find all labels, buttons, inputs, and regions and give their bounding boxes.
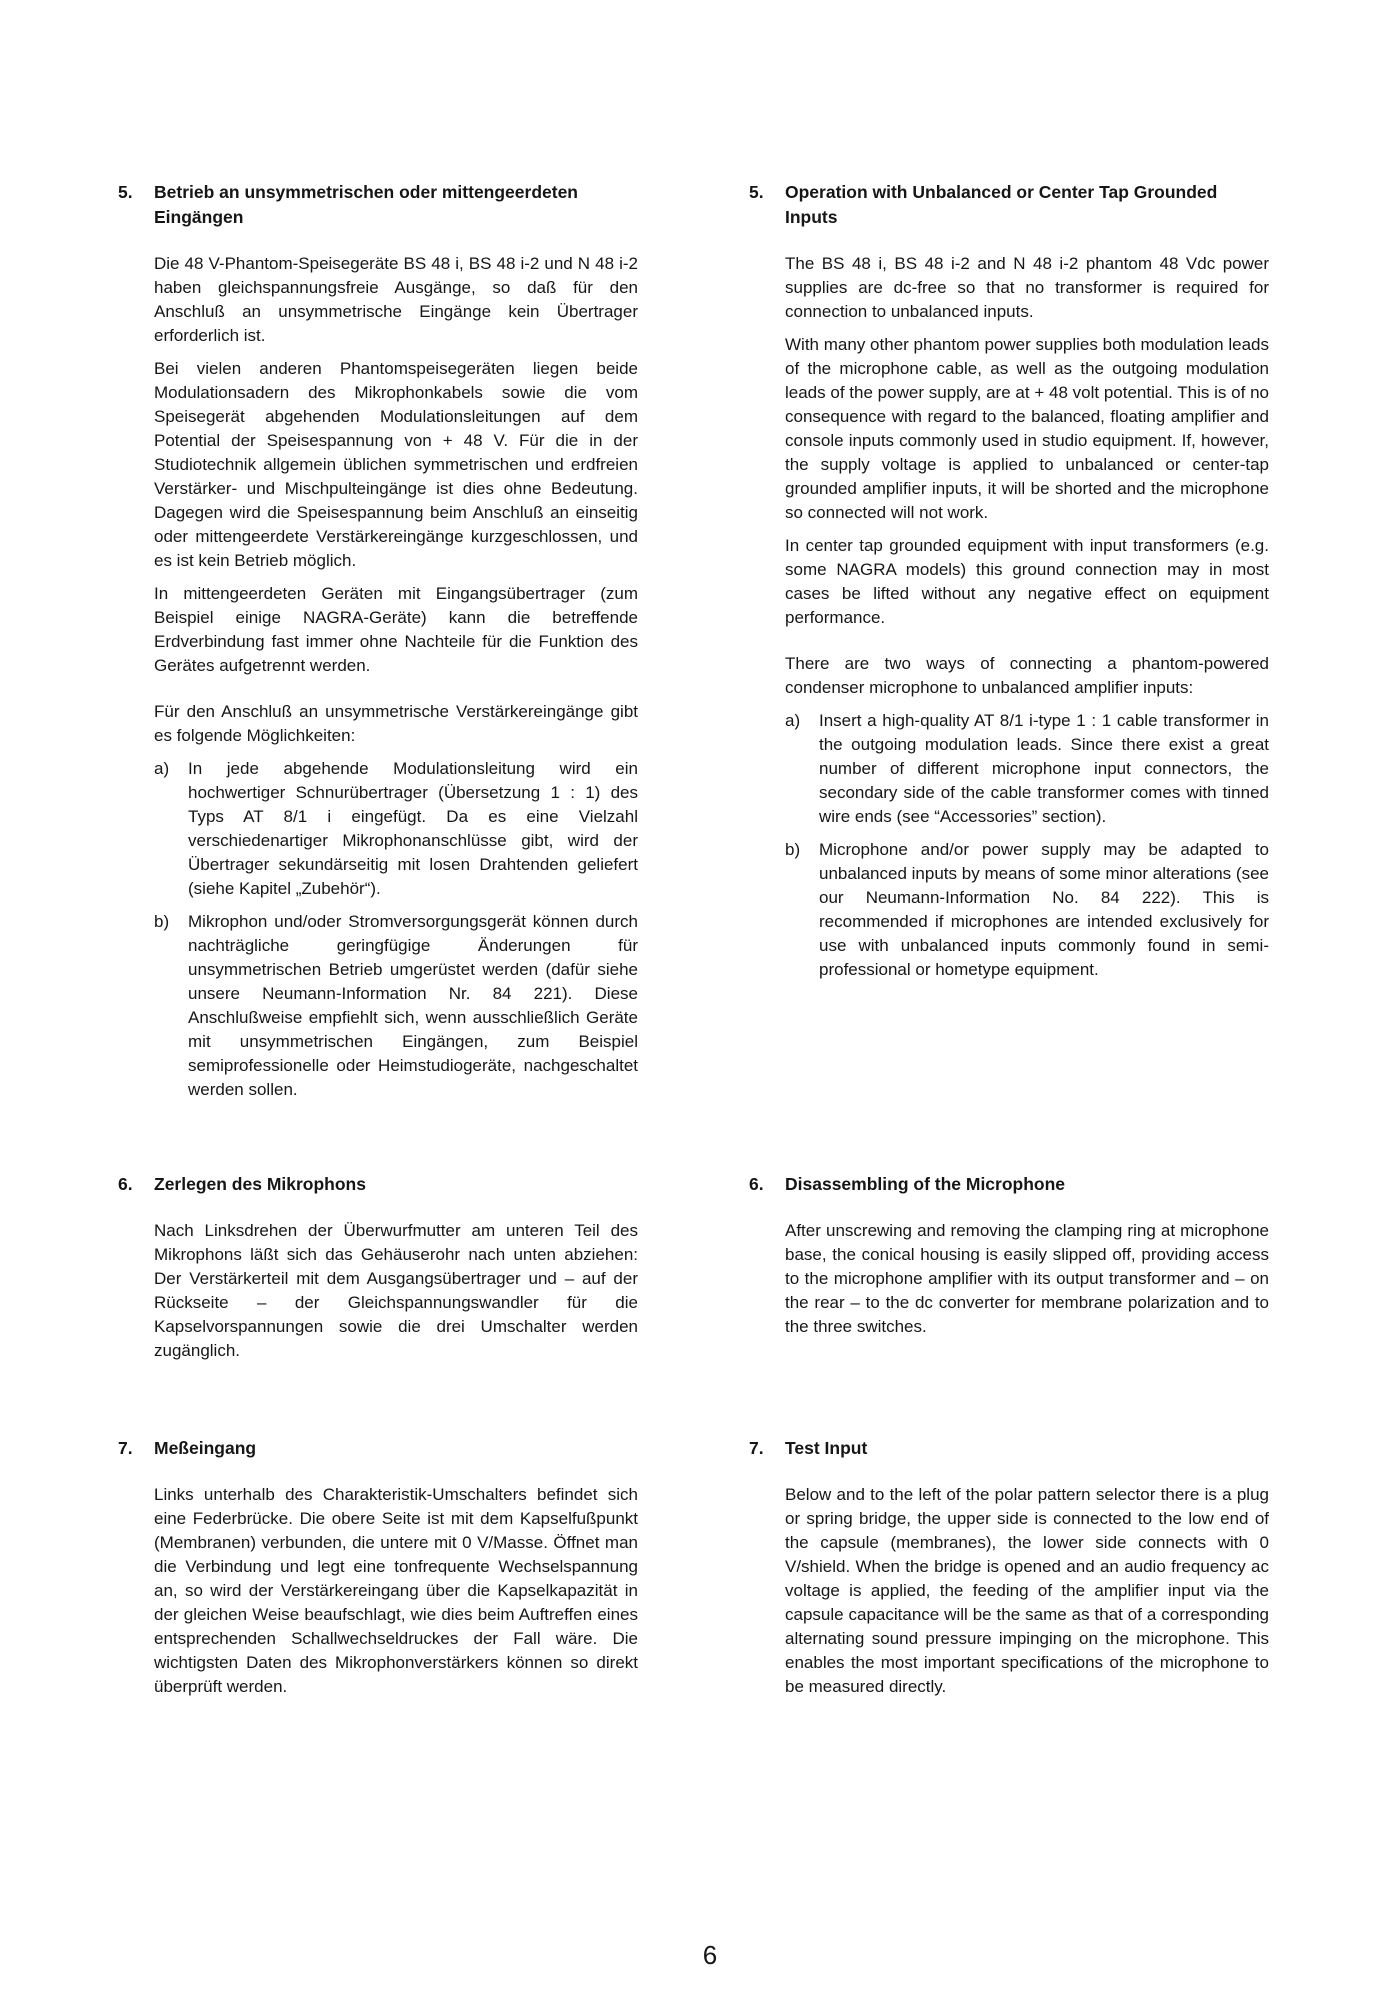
paragraph: Bei vielen anderen Phantomspeisegeräten liegen beide Modulationsadern des Mikrophonkabels sowie die vom Speisegerät abgehenden Modulationsleitungen auf dem Potential der Speisespannung von + 48 V. Für die in der Studiotechnik allgemein üblichen symmetrischen und erdfreien Verstärker- und Mischpulteingänge ist dies ohne Bedeutung. Dagegen wird die Speisespannung beim Anschluß an einseitig oder mittengeerdete Verstärkereingänge kurzgeschlossen, und es ist kein Betrieb möglich.	[154, 359, 638, 570]
section-title: Betrieb an unsymmetrischen oder mittengeerdeten Eingängen	[154, 182, 578, 227]
paragraph: In center tap grounded equipment with input transformers (e.g. some NAGRA models) this ground connection may in most cases be lifted without any negative effect on equipment performance.	[785, 536, 1269, 627]
list-text: In jede abgehende Modulationsleitung wird ein hochwertiger Schnurübertrager (Übersetzung 1 : 1) des Typs AT 8/1 i eingefügt. Da es eine Vielzahl verschiedenartiger Mikrophonanschlüsse gibt, wird der Übertrager sekundärseitig mit losen Drahtenden geliefert (siehe Kapitel „Zubehör“).	[188, 759, 638, 898]
list-text: Insert a high-quality AT 8/1 i-type 1 : 1 cable transformer in the outgoing modulation leads. Since there exist a great number of different microphone input connectors, the secondary side of the cable transformer comes with tinned wire ends (see “Accessories” section).	[819, 711, 1269, 826]
section-body	[785, 252, 1269, 982]
section-number: 6.	[749, 1174, 764, 1194]
list-text: Mikrophon und/oder Stromversorgungsgerät können durch nachträgliche geringfügige Änderungen für unsymmetrischen Betrieb umgerüstet werden (dafür siehe unsere Neumann-Information Nr. 84 221). Diese Anschlußweise empfiehlt sich, wenn ausschließlich Geräte mit unsymmetrischen Eingängen, zum Beispiel semiprofessionelle oder Heimstudiogeräte, nachgeschaltet werden sollen.	[188, 912, 638, 1099]
section-heading	[118, 1436, 638, 1461]
paragraph: After unscrewing and removing the clamping ring at microphone base, the conical housing is easily slipped off, providing access to the microphone amplifier with its output transformer and – on the rear – to the dc converter for membrane polarization and to the three switches.	[785, 1221, 1269, 1336]
section-7-de	[118, 1436, 638, 1708]
paragraph: The BS 48 i, BS 48 i-2 and N 48 i-2 phantom 48 Vdc power supplies are dc-free so that no transformer is required for connection to unbalanced inputs.	[785, 254, 1269, 321]
paragraph: There are two ways of connecting a phantom-powered condenser microphone to unbalanced amplifier inputs:	[785, 654, 1269, 697]
section-heading	[749, 180, 1269, 230]
list-marker: b)	[785, 840, 801, 859]
paragraph: With many other phantom power supplies both modulation leads of the microphone cable, as well as the outgoing modulation leads of the power supply, are at + 48 volt potential. This is of no consequence with regard to the balanced, floating amplifier and console inputs commonly used in studio equipment. If, however, the supply voltage is applied to unbalanced or center-tap grounded amplifier inputs, it will be shorted and the microphone so connected will not work.	[785, 335, 1269, 522]
section-number: 7.	[118, 1438, 133, 1458]
paragraph: Below and to the left of the polar pattern selector there is a plug or spring bridge, the upper side is connected to the low end of the capsule (membranes), the lower side connects with 0 V/shield. When the bridge is opened and an audio frequency ac voltage is applied, the feeding of the amplifier input via the capsule capacitance will be the same as that of a corresponding alternating sound pressure impinging on the microphone. This enables the most important specifications of the microphone to be measured directly.	[785, 1485, 1269, 1696]
section-title: Test Input	[785, 1438, 868, 1458]
list-item	[154, 910, 638, 1102]
list-item	[785, 709, 1269, 829]
section-5-de	[118, 180, 638, 1111]
section-heading	[118, 1172, 638, 1197]
paragraph: Für den Anschluß an unsymmetrische Verstärkereingänge gibt es folgende Möglichkeiten:	[154, 702, 638, 745]
section-heading	[118, 180, 638, 230]
section-title: Zerlegen des Mikrophons	[154, 1174, 366, 1194]
section-number: 7.	[749, 1438, 764, 1458]
section-5-en	[749, 180, 1269, 991]
list-marker: a)	[154, 759, 170, 778]
paragraph: Die 48 V-Phantom-Speisegeräte BS 48 i, BS 48 i-2 und N 48 i-2 haben gleichspannungsfreie Ausgänge, so daß für den Anschluß an unsymmetrische Eingänge kein Übertrager erforderlich ist.	[154, 254, 638, 345]
section-heading	[749, 1436, 1269, 1461]
section-title: Operation with Unbalanced or Center Tap Grounded Inputs	[785, 182, 1218, 227]
list-marker: b)	[154, 912, 170, 931]
section-body	[785, 1219, 1269, 1339]
section-title: Disassembling of the Microphone	[785, 1174, 1066, 1194]
section-heading	[749, 1172, 1269, 1197]
section-body	[154, 1219, 638, 1363]
section-7-en	[749, 1436, 1269, 1708]
list-item	[154, 757, 638, 901]
section-body	[154, 252, 638, 1102]
list-text: Microphone and/or power supply may be adapted to unbalanced inputs by means of some minor alterations (see our Neumann-Information No. 84 222). This is recommended if microphones are intended exclusively for use with unbalanced inputs commonly found in semi-professional or hometype equipment.	[819, 840, 1269, 979]
paragraph: Nach Linksdrehen der Überwurfmutter am unteren Teil des Mikrophons läßt sich das Gehäuserohr nach unten abziehen: Der Verstärkerteil mit dem Ausgangsübertrager und – auf der Rückseite – der Gleichspannungswandler für die Kapselvorspannungen sowie die drei Umschalter werden zugänglich.	[154, 1221, 638, 1360]
list-item	[785, 838, 1269, 982]
options-list	[154, 757, 638, 1102]
paragraph: Links unterhalb des Charakteristik-Umschalters befindet sich eine Federbrücke. Die obere Seite ist mit dem Kapselfußpunkt (Membranen) verbunden, die untere mit 0 V/Masse. Öffnet man die Verbindung und legt eine tonfrequente Wechselspannung an, so wird der Verstärkereingang über die Kapselkapazität in der gleichen Weise beaufschlagt, wie dies beim Auftreffen eines entsprechenden Schallwechseldruckes der Fall wäre. Die wichtigsten Daten des Mikrophonverstärkers können so direkt überprüft werden.	[154, 1485, 638, 1696]
section-6-en	[749, 1172, 1269, 1348]
section-number: 5.	[749, 182, 764, 202]
section-body	[154, 1483, 638, 1699]
section-body	[785, 1483, 1269, 1699]
section-number: 6.	[118, 1174, 133, 1194]
paragraph: In mittengeerdeten Geräten mit Eingangsübertrager (zum Beispiel einige NAGRA-Geräte) kann die betreffende Erdverbindung fast immer ohne Nachteile für die Funktion des Gerätes aufgetrennt werden.	[154, 584, 638, 675]
section-6-de	[118, 1172, 638, 1372]
page-number: 6	[702, 1940, 718, 1970]
section-number: 5.	[118, 182, 133, 202]
list-marker: a)	[785, 711, 801, 730]
section-title: Meßeingang	[154, 1438, 257, 1458]
options-list	[785, 709, 1269, 982]
